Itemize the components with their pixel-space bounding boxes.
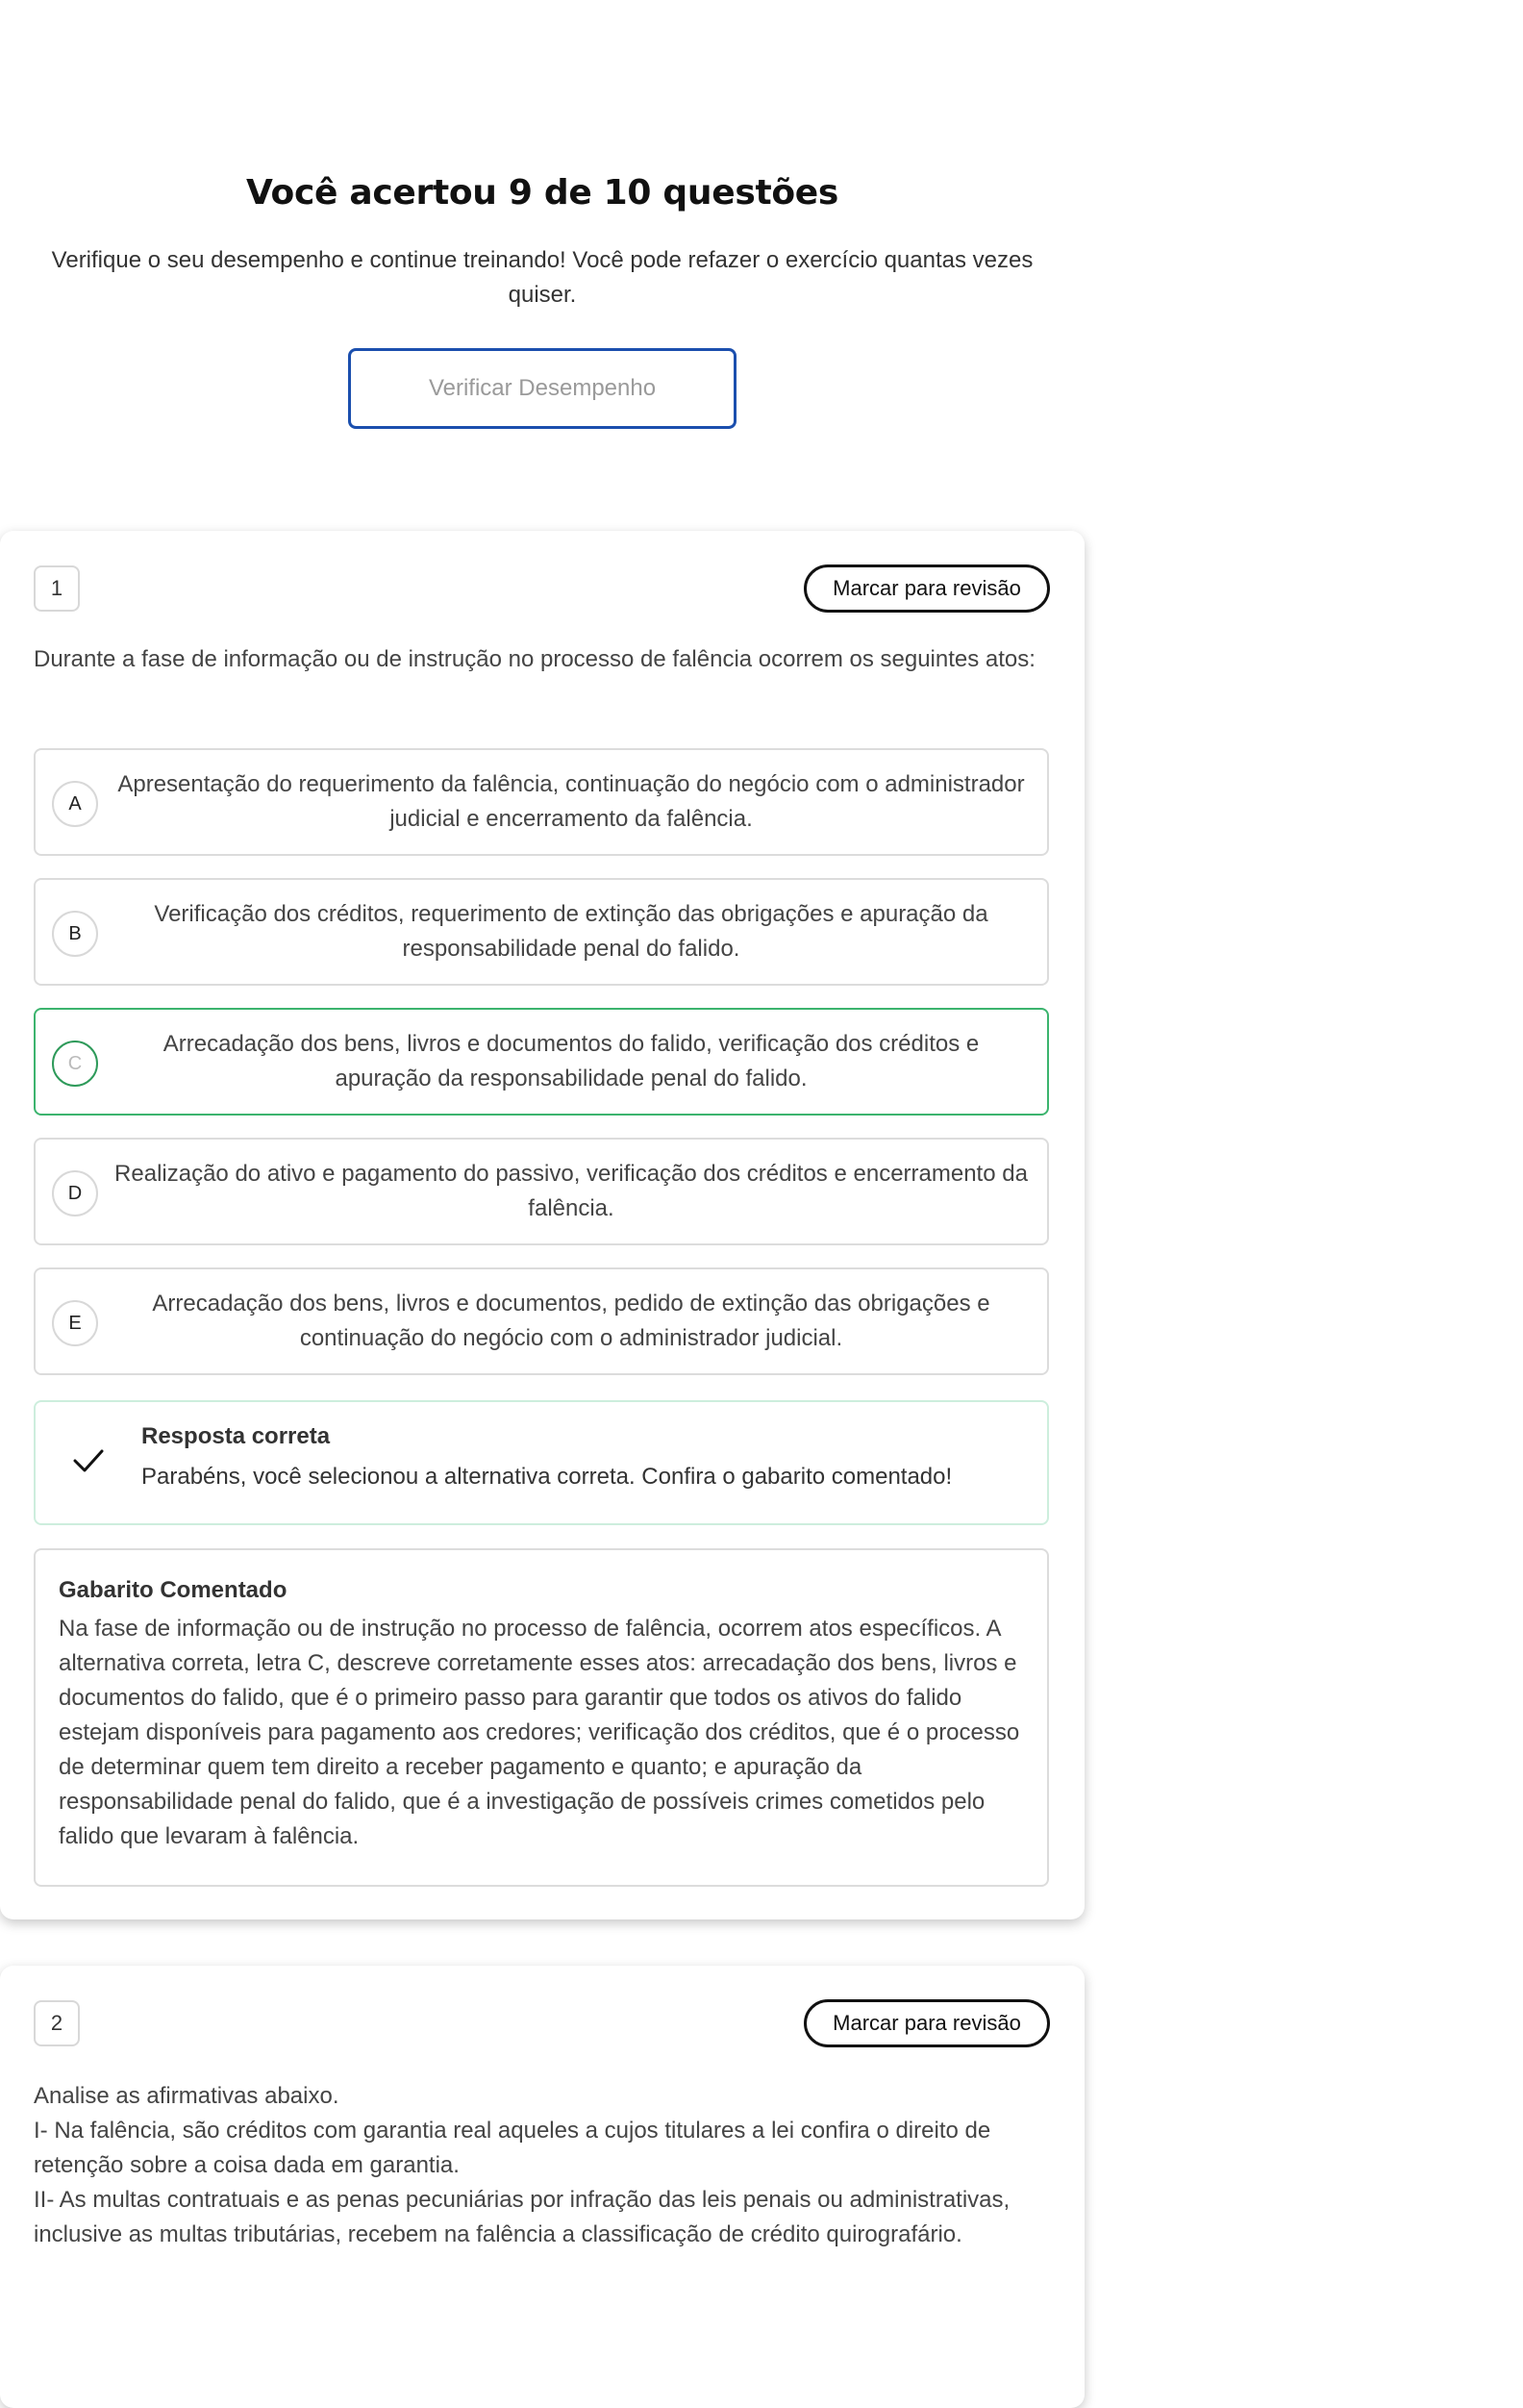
option-letter: D	[52, 1170, 98, 1217]
option-text: Realização do ativo e pagamento do passivo, verificação dos créditos e encerramento da falência.	[114, 1161, 1028, 1221]
option-letter: A	[52, 781, 98, 827]
explanation-title: Gabarito Comentado	[59, 1577, 287, 1603]
answer-feedback	[34, 1400, 1049, 1525]
results-subtitle: Verifique o seu desempenho e continue treinando! Você pode refazer o exercício quantas vezes quiser.	[51, 247, 1034, 308]
feedback-title: Resposta correta	[141, 1423, 331, 1449]
stem-line: I- Na falência, são créditos com garantia real aqueles a cujos titulares a lei confira o direito de retenção sobre a coisa dada em garantia.	[34, 2118, 991, 2178]
option-b[interactable]	[34, 878, 1049, 986]
results-summary	[0, 173, 1085, 429]
check-performance-button[interactable]: Verificar Desempenho	[348, 348, 737, 429]
option-text: Arrecadação dos bens, livros e documentos, pedido de extinção das obrigações e continuação do negócio com o administrador judicial.	[152, 1291, 990, 1351]
results-title: Você acertou 9 de 10 questões	[245, 173, 839, 213]
question-number: 2	[34, 2000, 80, 2046]
option-letter: E	[52, 1300, 98, 1346]
explanation-text: Na fase de informação ou de instrução no processo de falência, ocorrem atos específicos. A alternativa correta, letra C, descreve corretamente esses atos: arrecadação dos bens, livros e documentos do falido, que é o primeiro passo para garantir que todos os ativos do falido estejam disponíveis para pagamento aos credores; verificação dos créditos, que é o processo de determinar quem tem direito a receber pagamento e quanto; e apuração da responsabilidade penal do falido, que é a investigação de possíveis crimes cometidos pelo falido que levaram à falência.	[59, 1616, 1020, 1849]
option-letter: C	[52, 1041, 98, 1087]
option-text: Verificação dos créditos, requerimento de extinção das obrigações e apuração da responsabilidade penal do falido.	[154, 901, 988, 962]
question-card-2	[0, 1966, 1085, 2408]
option-d[interactable]	[34, 1138, 1049, 1245]
stem-line: II- As multas contratuais e as penas pecuniárias por infração das leis penais ou administrativas, inclusive as multas tributárias, recebem na falência a classificação de crédito quirografário.	[34, 2187, 1011, 2247]
question-stem: Durante a fase de informação ou de instrução no processo de falência ocorrem os seguintes atos:	[34, 646, 1036, 672]
option-text: Arrecadação dos bens, livros e documentos do falido, verificação dos créditos e apuração da responsabilidade penal do falido.	[162, 1031, 980, 1091]
answer-explanation	[34, 1548, 1049, 1887]
option-a[interactable]	[34, 748, 1049, 856]
question-card-1	[0, 531, 1085, 1919]
feedback-text: Parabéns, você selecionou a alternativa correta. Confira o gabarito comentado!	[141, 1464, 953, 1490]
option-text: Apresentação do requerimento da falência, continuação do negócio com o administrador judicial e encerramento da falência.	[117, 771, 1025, 832]
check-icon	[72, 1444, 105, 1477]
option-e[interactable]	[34, 1267, 1049, 1375]
mark-for-review-button[interactable]: Marcar para revisão	[804, 1999, 1050, 2047]
question-stem	[34, 2079, 1051, 2252]
option-c-correct[interactable]	[34, 1008, 1049, 1116]
stem-line: Analise as afirmativas abaixo.	[34, 2083, 339, 2109]
question-number: 1	[34, 565, 80, 612]
option-letter: B	[52, 911, 98, 957]
mark-for-review-button[interactable]: Marcar para revisão	[804, 564, 1050, 613]
